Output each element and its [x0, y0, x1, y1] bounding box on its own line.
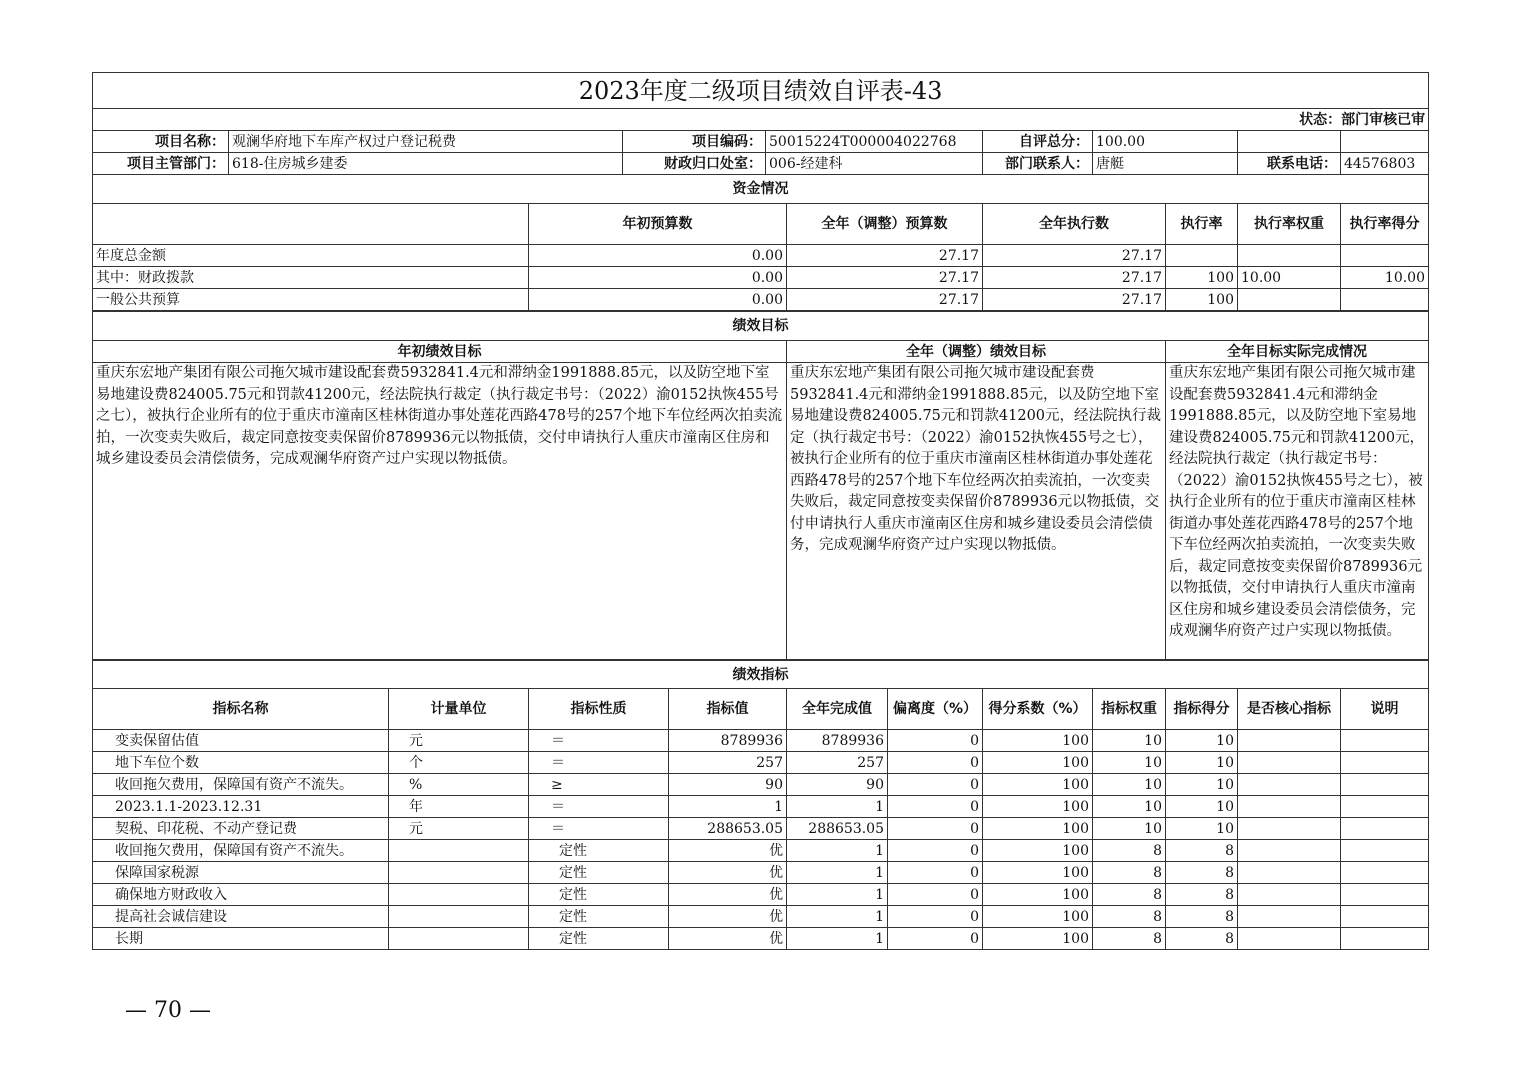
table-cell: ＝ [529, 730, 669, 752]
table-cell [1238, 752, 1341, 774]
table-cell: 8 [1166, 906, 1238, 928]
goal-text-row [93, 363, 1429, 660]
table-cell: 收回拖欠费用，保障国有资产不流失。 [93, 840, 389, 862]
office-label: 财政归口处室： [623, 153, 766, 175]
table-cell [1341, 862, 1429, 884]
table-cell [1341, 774, 1429, 796]
column-header: 年初绩效目标 [93, 341, 787, 363]
table-row [93, 862, 1429, 884]
table-cell [1341, 245, 1429, 267]
table-cell: 10 [1166, 730, 1238, 752]
table-row [93, 752, 1429, 774]
table-cell: 1 [787, 884, 888, 906]
table-cell: 10.00 [1341, 267, 1429, 289]
table-cell: 8 [1093, 840, 1166, 862]
table-cell: ＝ [529, 818, 669, 840]
table-cell: 10 [1166, 774, 1238, 796]
table-cell [1238, 245, 1341, 267]
table-cell: 长期 [93, 928, 389, 950]
project-code-label: 项目编码： [623, 131, 766, 153]
table-cell [1341, 289, 1429, 311]
indicators-table [92, 660, 1429, 950]
table-cell: 10 [1093, 774, 1166, 796]
column-header: 偏离度（%） [888, 689, 983, 730]
column-header: 指标性质 [529, 689, 669, 730]
table-cell: 27.17 [787, 267, 983, 289]
table-cell [389, 884, 529, 906]
dept-label: 项目主管部门： [93, 153, 229, 175]
header-table [92, 72, 1429, 175]
goal-text: 重庆东宏地产集团有限公司拖欠城市建设配套费5932841.4元和滞纳金1991888.85元，以及防空地下室易地建设费824005.75元和罚款41200元，经法院执行裁定（执行裁定书号：（2022）渝0152执恢455号之七），被执行企业所有的位于重庆市潼南区桂林街道办事处莲花西路478号的257个地下车位经两次拍卖流拍，一次变卖失败后，裁定同意按变卖保留价8789936元以物抵债，交付申请执行人重庆市潼南区住房和城乡建设委员会清偿债务，完成观澜华府资产过户实现以物抵债。 [93, 363, 787, 660]
column-header: 全年（调整）绩效目标 [787, 341, 1166, 363]
table-cell: 257 [669, 752, 787, 774]
table-row [93, 774, 1429, 796]
table-cell: 元 [389, 818, 529, 840]
goals-table [92, 311, 1429, 660]
table-cell: 0 [888, 862, 983, 884]
table-cell [1166, 245, 1238, 267]
table-cell: 288653.05 [787, 818, 888, 840]
table-cell: 100 [983, 796, 1093, 818]
table-cell: 90 [787, 774, 888, 796]
table-cell: 确保地方财政收入 [93, 884, 389, 906]
column-header: 年初预算数 [529, 204, 787, 245]
table-cell: 提高社会诚信建设 [93, 906, 389, 928]
project-name: 观澜华府地下车库产权过户登记税费 [229, 131, 623, 153]
table-cell: % [389, 774, 529, 796]
table-cell: 100 [983, 730, 1093, 752]
table-cell [1238, 906, 1341, 928]
table-cell [1238, 796, 1341, 818]
table-cell [1238, 862, 1341, 884]
table-cell: 10 [1166, 752, 1238, 774]
table-cell: 优 [669, 928, 787, 950]
funds-table [92, 174, 1429, 311]
table-cell: 0 [888, 884, 983, 906]
table-cell: 288653.05 [669, 818, 787, 840]
table-cell: 一般公共预算 [93, 289, 529, 311]
table-cell: 个 [389, 752, 529, 774]
table-row [93, 245, 1429, 267]
table-cell: 0 [888, 928, 983, 950]
table-cell: 10 [1166, 796, 1238, 818]
header-row [93, 689, 1429, 730]
table-cell: 27.17 [983, 267, 1166, 289]
table-cell: 10 [1166, 818, 1238, 840]
table-cell: 100 [983, 928, 1093, 950]
table-cell: 8 [1166, 862, 1238, 884]
table-row [93, 796, 1429, 818]
header-blank [93, 204, 529, 245]
table-cell: 0 [888, 840, 983, 862]
section-title: 绩效指标 [93, 661, 1429, 689]
table-row [93, 267, 1429, 289]
contact-label: 部门联系人： [983, 153, 1093, 175]
table-cell: 1 [787, 928, 888, 950]
table-cell: 2023.1.1-2023.12.31 [93, 796, 389, 818]
table-cell: 10 [1093, 752, 1166, 774]
column-header: 指标名称 [93, 689, 389, 730]
table-cell: 100 [983, 862, 1093, 884]
column-header: 说明 [1341, 689, 1429, 730]
column-header: 指标值 [669, 689, 787, 730]
table-cell: 变卖保留估值 [93, 730, 389, 752]
table-cell: 定性 [529, 928, 669, 950]
table-cell [1341, 730, 1429, 752]
section-row [93, 175, 1429, 204]
table-cell: 0 [888, 906, 983, 928]
table-cell: 0 [888, 796, 983, 818]
column-header: 指标得分 [1166, 689, 1238, 730]
table-cell: 地下车位个数 [93, 752, 389, 774]
table-cell: 其中：财政拨款 [93, 267, 529, 289]
table-cell: 0.00 [529, 289, 787, 311]
table-cell: 10.00 [1238, 267, 1341, 289]
column-header: 执行率 [1166, 204, 1238, 245]
table-cell [1238, 884, 1341, 906]
table-cell: 优 [669, 906, 787, 928]
table-row [93, 818, 1429, 840]
table-cell: 100 [983, 884, 1093, 906]
table-cell: 保障国家税源 [93, 862, 389, 884]
table-cell: 90 [669, 774, 787, 796]
table-cell: 10 [1093, 818, 1166, 840]
table-cell: 10 [1093, 730, 1166, 752]
goal-text: 重庆东宏地产集团有限公司拖欠城市建设配套费5932841.4元和滞纳金1991888.85元，以及防空地下室易地建设费824005.75元和罚款41200元，经法院执行裁定（执行裁定书号：（2022）渝0152执恢455号之七），被执行企业所有的位于重庆市潼南区桂林街道办事处莲花西路478号的257个地下车位经两次拍卖流拍，一次变卖失败后，裁定同意按变卖保留价8789936元以物抵债，交付申请执行人重庆市潼南区住房和城乡建设委员会清偿债务，完成观澜华府资产过户实现以物抵债。 [787, 363, 1166, 660]
table-cell: 定性 [529, 840, 669, 862]
phone-label: 联系电话： [1238, 153, 1341, 175]
table-cell: 定性 [529, 906, 669, 928]
page-number: — 70 — [125, 998, 211, 1023]
table-cell [1341, 840, 1429, 862]
table-cell: 年 [389, 796, 529, 818]
table-row [93, 928, 1429, 950]
table-cell: ≥ [529, 774, 669, 796]
table-cell: 0 [888, 752, 983, 774]
table-cell: 8789936 [669, 730, 787, 752]
table-cell [1341, 906, 1429, 928]
table-cell: 1 [787, 840, 888, 862]
total-score: 100.00 [1093, 131, 1238, 153]
table-cell: 10 [1093, 796, 1166, 818]
table-cell: 定性 [529, 884, 669, 906]
phone: 44576803 [1341, 153, 1429, 175]
table-cell: 1 [787, 862, 888, 884]
table-cell [1238, 840, 1341, 862]
section-title: 资金情况 [93, 175, 1429, 204]
table-cell [389, 928, 529, 950]
table-row [93, 884, 1429, 906]
column-header: 全年执行数 [983, 204, 1166, 245]
table-cell [389, 906, 529, 928]
table-cell: 100 [983, 752, 1093, 774]
status-label: 状态：部门审核已审 [93, 109, 1429, 131]
table-cell: 1 [787, 796, 888, 818]
column-header: 全年（调整）预算数 [787, 204, 983, 245]
table-cell [1341, 752, 1429, 774]
page-title: 2023年度二级项目绩效自评表-43 [93, 73, 1429, 109]
table-cell: 100 [1166, 289, 1238, 311]
table-cell: 0 [888, 730, 983, 752]
table-cell: 1 [669, 796, 787, 818]
table-cell [1341, 884, 1429, 906]
column-header: 执行率权重 [1238, 204, 1341, 245]
project-code: 50015224T000004022768 [766, 131, 983, 153]
table-cell: 0.00 [529, 267, 787, 289]
table-cell: 0 [888, 818, 983, 840]
table-cell: 0 [888, 774, 983, 796]
table-cell [389, 840, 529, 862]
table-cell: 27.17 [787, 289, 983, 311]
table-cell: 1 [787, 906, 888, 928]
header-row [93, 341, 1429, 363]
table-cell: 优 [669, 862, 787, 884]
table-cell: 100 [1166, 267, 1238, 289]
table-cell: 100 [983, 840, 1093, 862]
section-row [93, 661, 1429, 689]
table-cell: 27.17 [787, 245, 983, 267]
table-row [93, 840, 1429, 862]
table-cell: 100 [983, 774, 1093, 796]
table-cell: 100 [983, 906, 1093, 928]
table-cell: 8 [1166, 884, 1238, 906]
contact: 唐艇 [1093, 153, 1238, 175]
section-title: 绩效目标 [93, 312, 1429, 341]
table-cell: 27.17 [983, 245, 1166, 267]
table-cell: 8 [1093, 906, 1166, 928]
table-cell: 收回拖欠费用，保障国有资产不流失。 [93, 774, 389, 796]
column-header: 得分系数（%） [983, 689, 1093, 730]
table-row [93, 730, 1429, 752]
column-header: 是否核心指标 [1238, 689, 1341, 730]
table-cell: 元 [389, 730, 529, 752]
table-cell: 定性 [529, 862, 669, 884]
total-score-label: 自评总分： [983, 131, 1093, 153]
column-header: 全年完成值 [787, 689, 888, 730]
table-cell [1238, 289, 1341, 311]
table-cell: 8 [1166, 840, 1238, 862]
table-cell: 8789936 [787, 730, 888, 752]
table-cell: ＝ [529, 752, 669, 774]
table-cell [1238, 928, 1341, 950]
table-cell: 8 [1093, 928, 1166, 950]
table-cell: 优 [669, 884, 787, 906]
column-header: 执行率得分 [1341, 204, 1429, 245]
table-cell: 8 [1093, 862, 1166, 884]
table-cell [1341, 818, 1429, 840]
table-row [93, 289, 1429, 311]
table-cell: 27.17 [983, 289, 1166, 311]
table-cell [389, 862, 529, 884]
table-cell [1341, 928, 1429, 950]
dept: 618-住房城乡建委 [229, 153, 623, 175]
column-header: 计量单位 [389, 689, 529, 730]
column-header: 全年目标实际完成情况 [1166, 341, 1429, 363]
column-header: 指标权重 [1093, 689, 1166, 730]
office: 006-经建科 [766, 153, 983, 175]
table-cell: ＝ [529, 796, 669, 818]
table-cell [1238, 774, 1341, 796]
table-cell: 8 [1166, 928, 1238, 950]
section-row [93, 312, 1429, 341]
table-cell [1238, 818, 1341, 840]
table-cell: 257 [787, 752, 888, 774]
table-cell: 0.00 [529, 245, 787, 267]
header-row [93, 204, 1429, 245]
table-row [93, 906, 1429, 928]
table-cell: 优 [669, 840, 787, 862]
table-cell: 100 [983, 818, 1093, 840]
table-cell [1238, 730, 1341, 752]
table-cell [1341, 796, 1429, 818]
project-name-label: 项目名称： [93, 131, 229, 153]
table-cell: 8 [1093, 884, 1166, 906]
table-cell: 契税、印花税、不动产登记费 [93, 818, 389, 840]
table-cell: 年度总金额 [93, 245, 529, 267]
goal-text: 重庆东宏地产集团有限公司拖欠城市建设配套费5932841.4元和滞纳金1991888.85元，以及防空地下室易地建设费824005.75元和罚款41200元，经法院执行裁定（执行裁定书号：（2022）渝0152执恢455号之七），被执行企业所有的位于重庆市潼南区桂林街道办事处莲花西路478号的257个地下车位经两次拍卖流拍，一次变卖失败后，裁定同意按变卖保留价8789936元以物抵债，交付申请执行人重庆市潼南区住房和城乡建设委员会清偿债务，完成观澜华府资产过户实现以物抵债。 [1166, 363, 1429, 660]
